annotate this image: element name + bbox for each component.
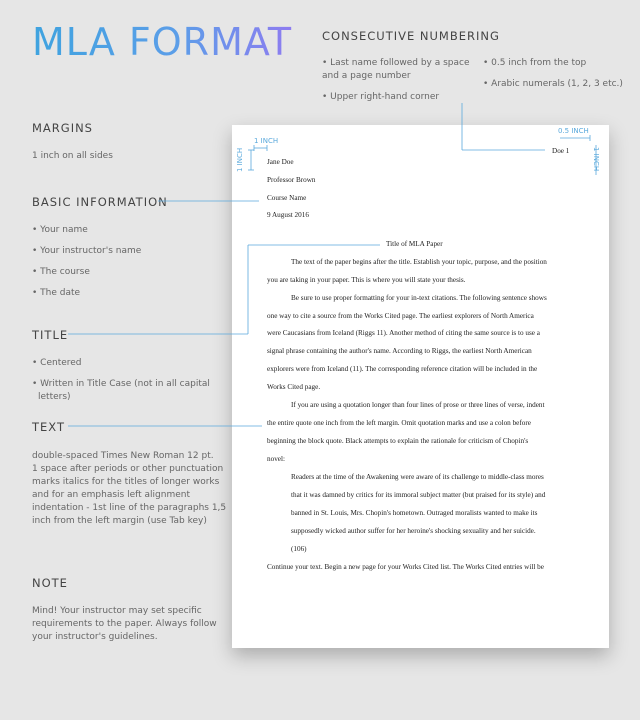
numbering-item: • 0.5 inch from the top — [483, 58, 587, 68]
basic-info-item: • Your instructor's name — [32, 246, 142, 256]
basic-info-item: • The course — [32, 267, 90, 277]
paper-info-date: 9 August 2016 — [267, 211, 309, 219]
text-line: 1 space after periods or other punctuation — [32, 464, 224, 474]
title-item: • Centered — [32, 358, 82, 368]
paper-line: The text of the paper begins after the title. Establish your topic, purpose, and the position — [291, 258, 547, 266]
note-heading: NOTE — [32, 576, 68, 590]
text-line: inch from the left margin (use Tab key) — [32, 516, 207, 526]
paper-line: you are taking in your paper. This is where you will state your thesis. — [267, 276, 466, 284]
right-margin-label: 1 INCH — [592, 147, 600, 172]
top-left-margin-label: 1 INCH — [254, 137, 279, 145]
title-item: • Written in Title Case (not in all capital — [32, 379, 210, 389]
left-margin-label: 1 INCH — [236, 147, 244, 172]
numbering-item: • Last name followed by a space — [322, 58, 470, 68]
top-right-margin-label: 0.5 INCH — [558, 127, 589, 135]
text-line: marks italics for the titles of longer works — [32, 477, 220, 487]
margins-heading: MARGINS — [32, 121, 93, 135]
paper-line: (106) — [291, 545, 307, 553]
paper-line: Works Cited page. — [267, 383, 321, 391]
paper-info-name: Jane Doe — [267, 158, 294, 166]
note-line: Mind! Your instructor may set specific — [32, 606, 202, 616]
paper-header: Doe 1 — [552, 147, 570, 155]
note-line: your instructor's guidelines. — [32, 632, 158, 642]
paper-line: If you are using a quotation longer than four lines of prose or three lines of verse, indent — [291, 401, 545, 409]
paper-line: Continue your text. Begin a new page for your Works Cited list. The Works Cited entries will be — [267, 563, 544, 571]
text-line: double-spaced Times New Roman 12 pt. — [32, 451, 214, 461]
text-line: and for an emphasis left alignment — [32, 490, 190, 500]
paper-line: were Caucasians from Iceland (Riggs 11). Another method of citing the same source is to use a — [267, 329, 540, 337]
numbering-heading: CONSECUTIVE NUMBERING — [322, 29, 500, 43]
text-line: indentation - 1st line of the paragraphs 1,5 — [32, 503, 227, 513]
paper-line: the entire quote one inch from the left margin. Omit quotation marks and use a colon before — [267, 419, 531, 427]
paper-line: that it was damned by critics for its immoral subject matter (but praised for its style) and — [291, 491, 546, 499]
paper-info-course: Course Name — [267, 194, 307, 202]
paper-line: beginning the block quote. Black attempts to explain the rationale for criticism of Chopin's — [267, 437, 529, 445]
numbering-item: • Upper right-hand corner — [322, 92, 440, 102]
paper-info-instructor: Professor Brown — [267, 176, 316, 184]
numbering-item: • Arabic numerals (1, 2, 3 etc.) — [483, 79, 623, 89]
paper-line: explorers were from Iceland (11). The corresponding reference citation will be included in the — [267, 365, 538, 373]
paper-line: one way to cite a source from the Works Cited page. The earliest explorers of North America — [267, 312, 534, 320]
paper-title: Title of MLA Paper — [386, 240, 443, 248]
paper-line: signal phrase containing the author's name. According to Riggs, the earliest North American — [267, 347, 532, 355]
note-line: requirements to the paper. Always follow — [32, 619, 217, 629]
paper-line: banned in St. Louis, Mrs. Chopin's hometown. Outraged moralists wanted to make its — [291, 509, 538, 517]
text-heading: TEXT — [32, 420, 65, 434]
paper-line: supposedly wicked author suffer for her heroine's shocking sexuality and her suicide. — [291, 527, 536, 535]
basic-info-item: • The date — [32, 288, 81, 298]
numbering-item: and a page number — [322, 71, 411, 81]
paper-line: Readers at the time of the Awakening were aware of its challenge to middle-class mores — [291, 473, 544, 481]
paper-line: novel: — [267, 455, 285, 463]
page-title: MLA FORMAT — [32, 20, 293, 64]
title-heading: TITLE — [32, 328, 69, 342]
basic-info-heading: BASIC INFORMATION — [32, 195, 168, 209]
title-item: letters) — [38, 392, 71, 402]
basic-info-item: • Your name — [32, 225, 88, 235]
margins-text: 1 inch on all sides — [32, 151, 113, 161]
paper-line: Be sure to use proper formatting for your in-text citations. The following sentence shows — [291, 294, 547, 302]
